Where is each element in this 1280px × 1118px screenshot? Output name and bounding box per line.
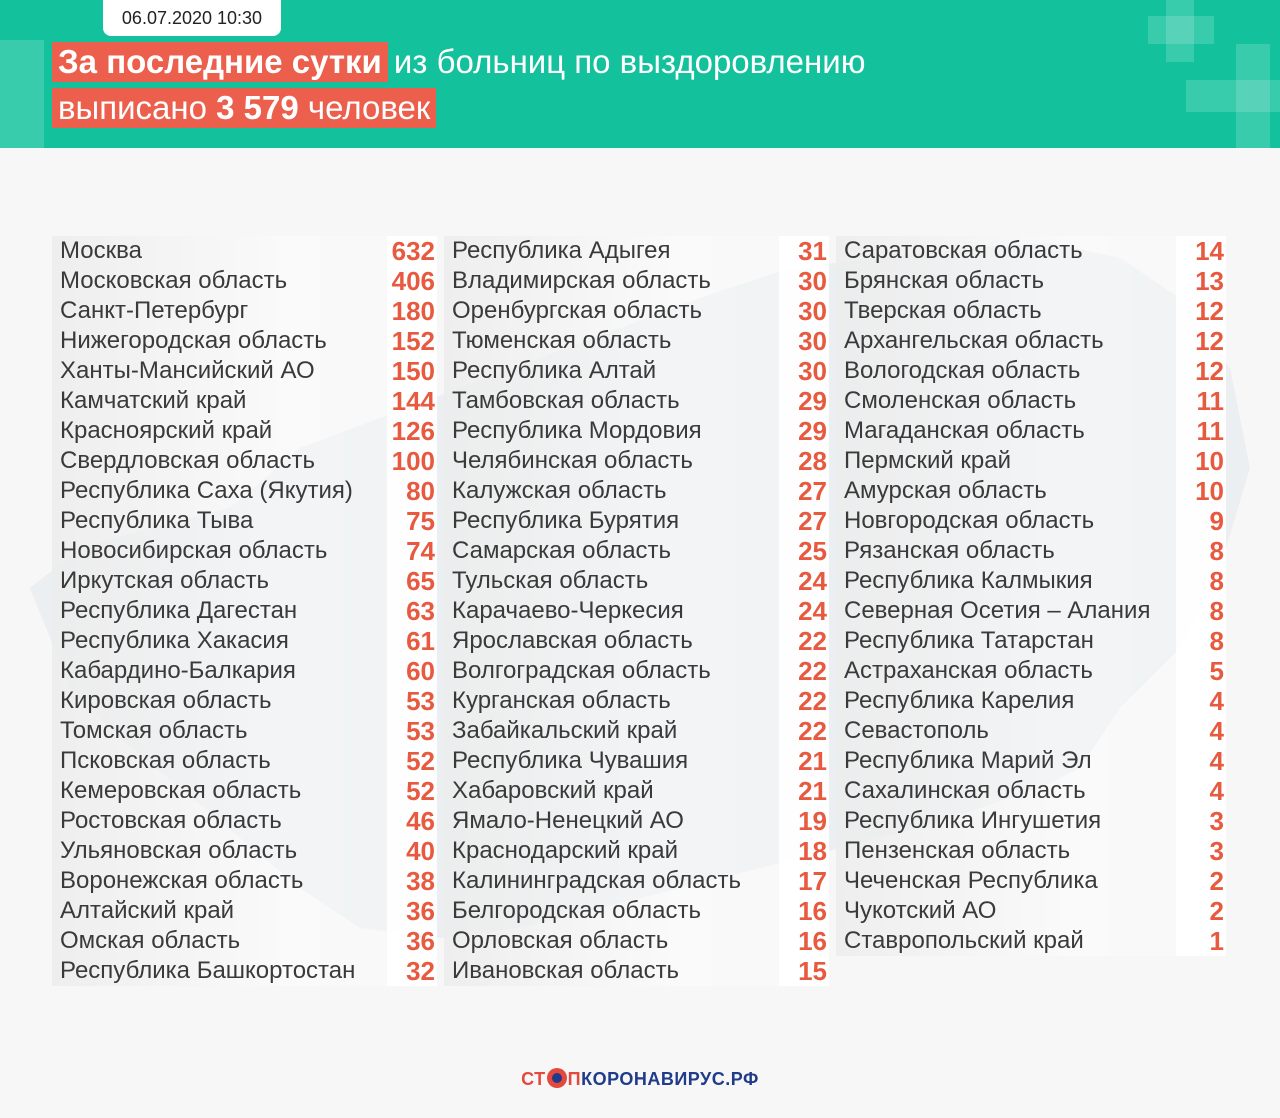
region-name: Республика Тыва <box>60 507 254 534</box>
table-row <box>836 446 1226 476</box>
region-name: Республика Татарстан <box>844 627 1094 654</box>
table-row <box>444 566 829 596</box>
subtitle-line <box>52 88 436 128</box>
region-name: Республика Ингушетия <box>844 807 1102 834</box>
recovered-count: 8 <box>1176 536 1226 566</box>
recovered-count: 126 <box>387 416 437 446</box>
recovered-count: 30 <box>779 356 829 386</box>
region-name: Орловская область <box>452 927 669 954</box>
recovered-count: 38 <box>387 866 437 896</box>
table-row <box>52 866 437 896</box>
recovered-count: 40 <box>387 836 437 866</box>
region-name: Сахалинская область <box>844 777 1086 804</box>
recovered-count: 4 <box>1176 716 1226 746</box>
recovered-count: 100 <box>387 446 437 476</box>
region-name: Ярославская область <box>452 627 693 654</box>
title-line <box>52 42 865 82</box>
region-name: Тюменская область <box>452 327 672 354</box>
table-row <box>444 926 829 956</box>
table-row <box>836 386 1226 416</box>
region-name: Москва <box>60 237 142 264</box>
footer-logo <box>0 1068 1280 1090</box>
recovered-count: 29 <box>779 386 829 416</box>
region-name: Новгородская область <box>844 507 1095 534</box>
region-name: Алтайский край <box>60 897 235 924</box>
recovered-count: 12 <box>1176 296 1226 326</box>
recovered-count: 13 <box>1176 266 1226 296</box>
region-name: Вологодская область <box>844 357 1081 384</box>
table-row <box>836 326 1226 356</box>
table-row <box>444 866 829 896</box>
region-name: Амурская область <box>844 477 1047 504</box>
recovered-count: 28 <box>779 446 829 476</box>
recovered-count: 22 <box>779 656 829 686</box>
region-name: Оренбургская область <box>452 297 703 324</box>
plus-decoration-4 <box>1186 80 1280 112</box>
recovered-count: 61 <box>387 626 437 656</box>
region-name: Калужская область <box>452 477 667 504</box>
recovered-count: 19 <box>779 806 829 836</box>
region-name: Республика Дагестан <box>60 597 298 624</box>
recovered-count: 10 <box>1176 446 1226 476</box>
recovered-count: 2 <box>1176 896 1226 926</box>
recovered-count: 75 <box>387 506 437 536</box>
region-name: Республика Марий Эл <box>844 747 1092 774</box>
recovered-count: 8 <box>1176 596 1226 626</box>
table-row <box>836 776 1226 806</box>
table-row <box>444 356 829 386</box>
region-name: Белгородская область <box>452 897 701 924</box>
table-row <box>52 776 437 806</box>
region-name: Волгоградская область <box>452 657 711 684</box>
table-row <box>52 446 437 476</box>
table-row <box>52 686 437 716</box>
recovered-count: 150 <box>387 356 437 386</box>
region-name: Тверская область <box>844 297 1042 324</box>
table-row <box>52 896 437 926</box>
recovered-count: 21 <box>779 746 829 776</box>
table-row <box>836 596 1226 626</box>
region-name: Ростовская область <box>60 807 282 834</box>
recovered-count: 9 <box>1176 506 1226 536</box>
table-row <box>52 506 437 536</box>
region-name: Астраханская область <box>844 657 1093 684</box>
table-row <box>444 476 829 506</box>
region-name: Воронежская область <box>60 867 304 894</box>
region-name: Иркутская область <box>60 567 269 594</box>
region-name: Республика Калмыкия <box>844 567 1093 594</box>
table-row <box>444 266 829 296</box>
table-row <box>52 356 437 386</box>
table-row <box>444 656 829 686</box>
region-name: Московская область <box>60 267 288 294</box>
table-row <box>444 296 829 326</box>
region-name: Тульская область <box>452 567 649 594</box>
region-name: Республика Мордовия <box>452 417 702 444</box>
region-name: Республика Саха (Якутия) <box>60 477 353 504</box>
recovered-count: 152 <box>387 326 437 356</box>
table-row <box>444 326 829 356</box>
table-row <box>836 236 1226 266</box>
table-row <box>52 266 437 296</box>
table-row <box>444 776 829 806</box>
table-row <box>444 506 829 536</box>
table-row <box>836 836 1226 866</box>
region-name: Республика Бурятия <box>452 507 680 534</box>
table-row <box>836 476 1226 506</box>
recovered-count: 17 <box>779 866 829 896</box>
recovered-count: 24 <box>779 596 829 626</box>
plus-decoration-5 <box>0 40 44 148</box>
table-row <box>836 896 1226 926</box>
region-name: Кировская область <box>60 687 272 714</box>
recovered-count: 30 <box>779 266 829 296</box>
recovered-count: 32 <box>387 956 437 986</box>
table-row <box>52 416 437 446</box>
region-name: Смоленская область <box>844 387 1077 414</box>
region-name: Республика Хакасия <box>60 627 289 654</box>
recovered-count: 10 <box>1176 476 1226 506</box>
region-name: Чукотский АО <box>844 897 997 924</box>
table-row <box>52 236 437 266</box>
table-row <box>444 416 829 446</box>
recovered-count: 2 <box>1176 866 1226 896</box>
recovered-count: 46 <box>387 806 437 836</box>
table-row <box>836 806 1226 836</box>
region-name: Челябинская область <box>452 447 693 474</box>
region-name: Красноярский край <box>60 417 273 444</box>
table-row <box>444 626 829 656</box>
table-row <box>444 836 829 866</box>
region-name: Республика Алтай <box>452 357 657 384</box>
table-row <box>52 536 437 566</box>
table-row <box>836 656 1226 686</box>
recovered-count: 16 <box>779 896 829 926</box>
table-row <box>52 656 437 686</box>
recovered-count: 25 <box>779 536 829 566</box>
region-name: Республика Карелия <box>844 687 1075 714</box>
plus-decoration-2 <box>1148 16 1214 44</box>
header-banner <box>0 0 1280 148</box>
subtitle-highlight <box>52 88 436 128</box>
recovered-count: 8 <box>1176 566 1226 596</box>
recovered-count: 12 <box>1176 326 1226 356</box>
subtitle-prefix: выписано <box>58 89 207 126</box>
table-row <box>836 866 1226 896</box>
table-row <box>836 506 1226 536</box>
table-row <box>444 236 829 266</box>
region-name: Забайкальский край <box>452 717 678 744</box>
table-row <box>836 536 1226 566</box>
table-row <box>52 926 437 956</box>
region-name: Саратовская область <box>844 237 1083 264</box>
table-row <box>52 716 437 746</box>
recovered-count: 406 <box>387 266 437 296</box>
recovered-count: 52 <box>387 746 437 776</box>
table-row <box>444 806 829 836</box>
table-row <box>836 266 1226 296</box>
table-row <box>836 356 1226 386</box>
region-name: Республика Башкортостан <box>60 957 356 984</box>
subtitle-suffix: человек <box>307 89 431 126</box>
recovered-count: 65 <box>387 566 437 596</box>
table-row <box>52 386 437 416</box>
region-name: Курганская область <box>452 687 671 714</box>
recovered-count: 4 <box>1176 776 1226 806</box>
recovered-count: 16 <box>779 926 829 956</box>
recovered-count: 30 <box>779 296 829 326</box>
recovered-count: 1 <box>1176 926 1226 956</box>
region-name: Рязанская область <box>844 537 1055 564</box>
region-name: Калининградская область <box>452 867 742 894</box>
recovered-count: 8 <box>1176 626 1226 656</box>
region-name: Брянская область <box>844 267 1044 294</box>
table-row <box>52 476 437 506</box>
table-row <box>836 566 1226 596</box>
table-row <box>444 686 829 716</box>
recovered-count: 29 <box>779 416 829 446</box>
table-row <box>444 596 829 626</box>
region-name: Севастополь <box>844 717 989 744</box>
region-name: Пермский край <box>844 447 1012 474</box>
table-row <box>836 716 1226 746</box>
region-name: Кабардино-Балкария <box>60 657 296 684</box>
region-name: Кемеровская область <box>60 777 302 804</box>
table-row <box>444 716 829 746</box>
recovered-count: 4 <box>1176 686 1226 716</box>
table-row <box>444 446 829 476</box>
table-row <box>52 626 437 656</box>
region-name: Краснодарский край <box>452 837 679 864</box>
table-row <box>836 626 1226 656</box>
recovered-count: 27 <box>779 506 829 536</box>
table-row <box>836 686 1226 716</box>
table-row <box>444 956 829 986</box>
region-name: Новосибирская область <box>60 537 328 564</box>
region-name: Тамбовская область <box>452 387 680 414</box>
table-row <box>52 596 437 626</box>
region-name: Ивановская область <box>452 957 680 984</box>
region-name: Самарская область <box>452 537 672 564</box>
region-name: Хабаровский край <box>452 777 654 804</box>
recovered-count: 53 <box>387 686 437 716</box>
table-row <box>836 926 1226 956</box>
recovered-count: 22 <box>779 626 829 656</box>
region-name: Свердловская область <box>60 447 315 474</box>
logo-part-1: СТ <box>521 1069 546 1089</box>
title-rest: из больниц по выздоровлению <box>393 43 866 80</box>
table-row <box>52 806 437 836</box>
virus-icon <box>547 1068 567 1088</box>
region-name: Архангельская область <box>844 327 1104 354</box>
recovered-count: 30 <box>779 326 829 356</box>
table-row <box>444 746 829 776</box>
table-row <box>52 296 437 326</box>
recovered-count: 3 <box>1176 806 1226 836</box>
region-name: Санкт-Петербург <box>60 297 249 324</box>
recovered-count: 15 <box>779 956 829 986</box>
recovered-count: 80 <box>387 476 437 506</box>
region-name: Омская область <box>60 927 241 954</box>
recovered-count: 52 <box>387 776 437 806</box>
region-name: Ставропольский край <box>844 927 1084 954</box>
region-name: Чеченская Республика <box>844 867 1098 894</box>
recovered-count: 14 <box>1176 236 1226 266</box>
region-name: Ульяновская область <box>60 837 298 864</box>
region-name: Магаданская область <box>844 417 1085 444</box>
recovered-count: 36 <box>387 896 437 926</box>
table-row <box>52 956 437 986</box>
column-1 <box>52 236 437 986</box>
table-row <box>52 566 437 596</box>
recovered-count: 11 <box>1176 416 1226 446</box>
recovered-count: 60 <box>387 656 437 686</box>
recovered-count: 63 <box>387 596 437 626</box>
recovered-count: 180 <box>387 296 437 326</box>
table-row <box>444 386 829 416</box>
recovered-count: 632 <box>387 236 437 266</box>
table-row <box>836 746 1226 776</box>
recovered-count: 22 <box>779 716 829 746</box>
recovered-count: 12 <box>1176 356 1226 386</box>
region-name: Карачаево-Черкесия <box>452 597 684 624</box>
logo-part-2: П <box>567 1069 582 1089</box>
recovered-count: 31 <box>779 236 829 266</box>
recovered-count: 18 <box>779 836 829 866</box>
region-name: Томская область <box>60 717 248 744</box>
column-3 <box>836 236 1226 956</box>
table-row <box>444 536 829 566</box>
recovered-count: 36 <box>387 926 437 956</box>
region-name: Камчатский край <box>60 387 247 414</box>
region-name: Республика Чувашия <box>452 747 689 774</box>
recovered-count: 3 <box>1176 836 1226 866</box>
region-name: Республика Адыгея <box>452 237 671 264</box>
recovered-count: 21 <box>779 776 829 806</box>
recovered-count: 11 <box>1176 386 1226 416</box>
table-row <box>52 326 437 356</box>
region-name: Пензенская область <box>844 837 1071 864</box>
logo-part-3: КОРОНАВИРУС.РФ <box>581 1069 759 1089</box>
recovered-count: 24 <box>779 566 829 596</box>
title-highlight: За последние сутки <box>52 42 388 82</box>
recovered-count: 74 <box>387 536 437 566</box>
recovered-count: 22 <box>779 686 829 716</box>
region-name: Владимирская область <box>452 267 711 294</box>
recovered-count: 5 <box>1176 656 1226 686</box>
table-row <box>52 836 437 866</box>
table-row <box>836 416 1226 446</box>
region-name: Нижегородская область <box>60 327 327 354</box>
subtitle-number: 3 579 <box>216 89 299 126</box>
table-row <box>836 296 1226 326</box>
column-2 <box>444 236 829 986</box>
region-name: Псковская область <box>60 747 271 774</box>
recovered-count: 53 <box>387 716 437 746</box>
region-name: Северная Осетия – Алания <box>844 597 1151 624</box>
region-name: Ханты-Мансийский АО <box>60 357 315 384</box>
date-badge: 06.07.2020 10:30 <box>103 0 281 36</box>
recovered-count: 27 <box>779 476 829 506</box>
table-row <box>52 746 437 776</box>
recovered-count: 4 <box>1176 746 1226 776</box>
table-row <box>444 896 829 926</box>
recovered-count: 144 <box>387 386 437 416</box>
region-name: Ямало-Ненецкий АО <box>452 807 684 834</box>
